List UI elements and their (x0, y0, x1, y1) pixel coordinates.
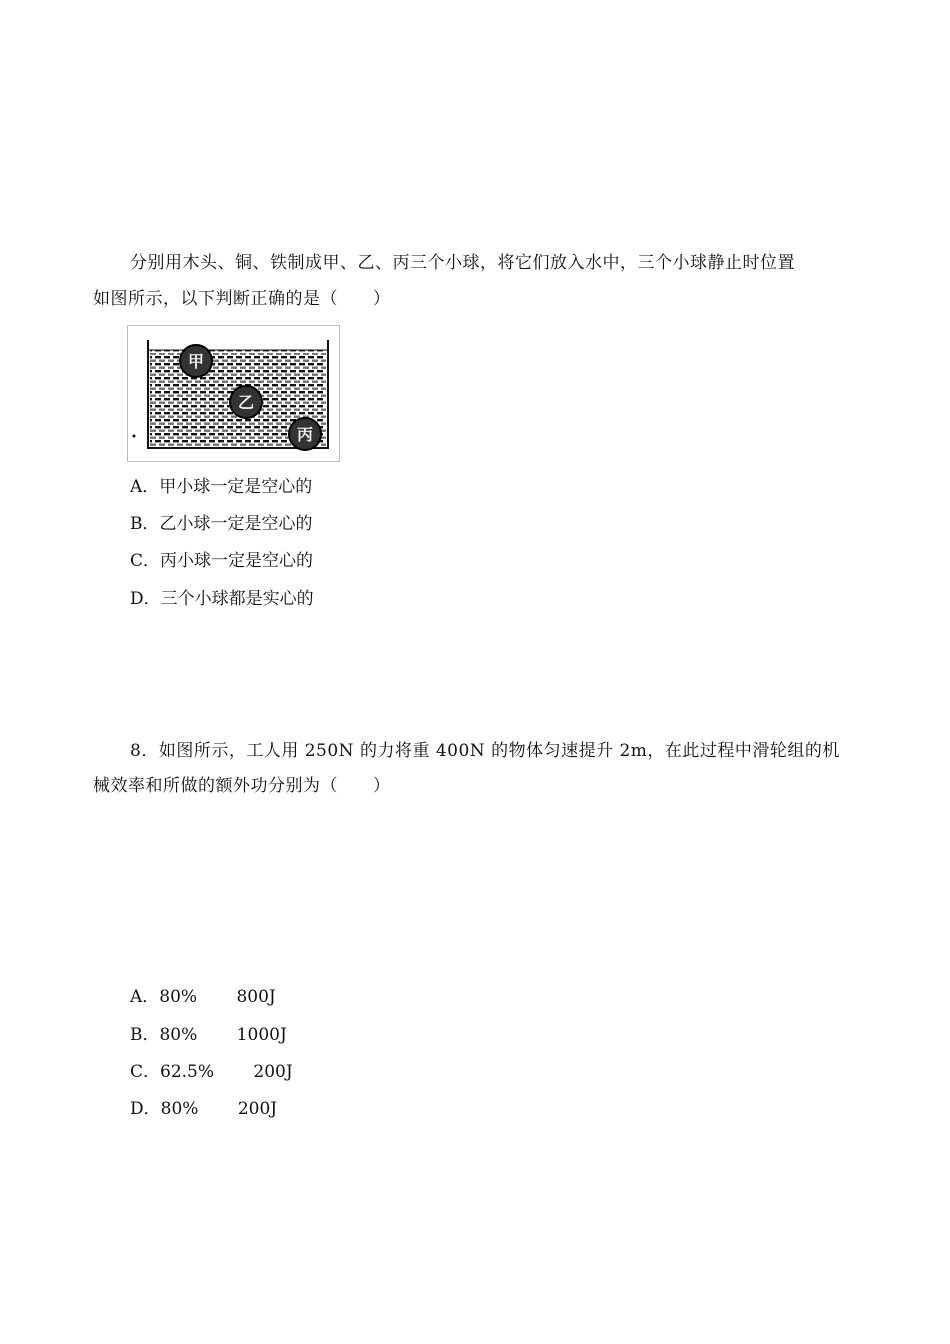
ball-jia (180, 345, 212, 377)
question-8-option-c[interactable]: C．62.5% 200J (130, 1062, 293, 1082)
question-7-option-d[interactable]: D．三个小球都是实心的 (130, 589, 314, 609)
ball-bing (289, 418, 321, 450)
question-8-stem-line-2: 械效率和所做的额外功分别为（ ） (93, 776, 391, 796)
question-7-option-c[interactable]: C．丙小球一定是空心的 (130, 551, 314, 571)
question-7-stem-line-2: 如图所示，以下判断正确的是（ ） (93, 289, 391, 309)
question-7-option-a[interactable]: A．甲小球一定是空心的 (130, 477, 313, 497)
ball-bing-label: 丙 (296, 425, 314, 444)
question-7-option-b[interactable]: B．乙小球一定是空心的 (130, 514, 313, 534)
ball-yi (230, 386, 262, 418)
question-8-stem-line-1: 8．如图所示，工人用 250N 的力将重 400N 的物体匀速提升 2m，在此过程中滑轮组的机 (130, 741, 840, 761)
water-container-figure (127, 325, 340, 462)
question-8-option-a[interactable]: A．80% 800J (130, 987, 276, 1007)
ball-yi-label: 乙 (237, 393, 255, 412)
question-8-option-d[interactable]: D．80% 200J (130, 1099, 278, 1119)
question-8-option-b[interactable]: B．80% 1000J (130, 1025, 287, 1045)
water-container-drawing (128, 326, 339, 461)
question-7-stem-line-1: 分别用木头、铜、铁制成甲、乙、丙三个小球，将它们放入水中，三个小球静止时位置 (130, 253, 795, 273)
ball-jia-label: 甲 (187, 352, 205, 371)
